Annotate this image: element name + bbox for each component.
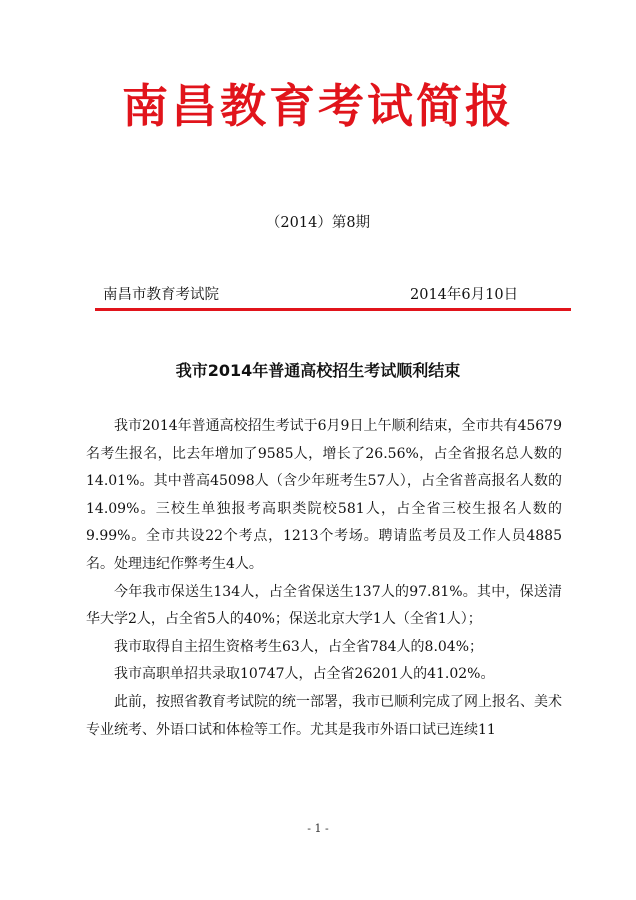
paragraph: 今年我市保送生134人，占全省保送生137人的97.81%。其中，保送清华大学2人，占全省5人的40%；保送北京大学1人（全省1人）； <box>86 583 562 628</box>
paragraph: 此前，按照省教育考试院的统一部署，我市已顺利完成了网上报名、美术专业统考、外语口试和体检等工作。尤其是我市外语口试已连续11 <box>86 693 562 738</box>
article-body <box>86 413 562 744</box>
issuing-organization: 南昌市教育考试院 <box>103 287 219 303</box>
paragraph: 我市取得自主招生资格考生63人，占全省784人的8.04%； <box>114 638 484 655</box>
paragraph: 我市2014年普通高校招生考试于6月9日上午顺利结束，全市共有45679名考生报名，比去年增加了9585人，增长了26.56%，占全省报名总人数的14.01%。其中普高45098人（含少年班考生57人），占全省普高报名人数的14.09%。三校生单独报考高职类院校581人，占全省三校生报名人数的9.99%。全市共设22个考点，1213个考场。聘请监考员及工作人员4885名。处理违纪作弊考生4人。 <box>86 418 562 572</box>
issue-date: 2014年6月10日 <box>410 287 519 303</box>
paragraph: 我市高职单招共录取10747人，占全省26201人的41.02%。 <box>114 666 495 683</box>
masthead-title: 南昌教育考试简报 <box>122 79 514 133</box>
article-headline: 我市2014年普通高校招生考试顺利结束 <box>175 361 461 380</box>
page-number: - 1 - <box>307 822 329 835</box>
issue-number: （2014）第8期 <box>265 215 371 231</box>
header-divider <box>95 308 571 311</box>
